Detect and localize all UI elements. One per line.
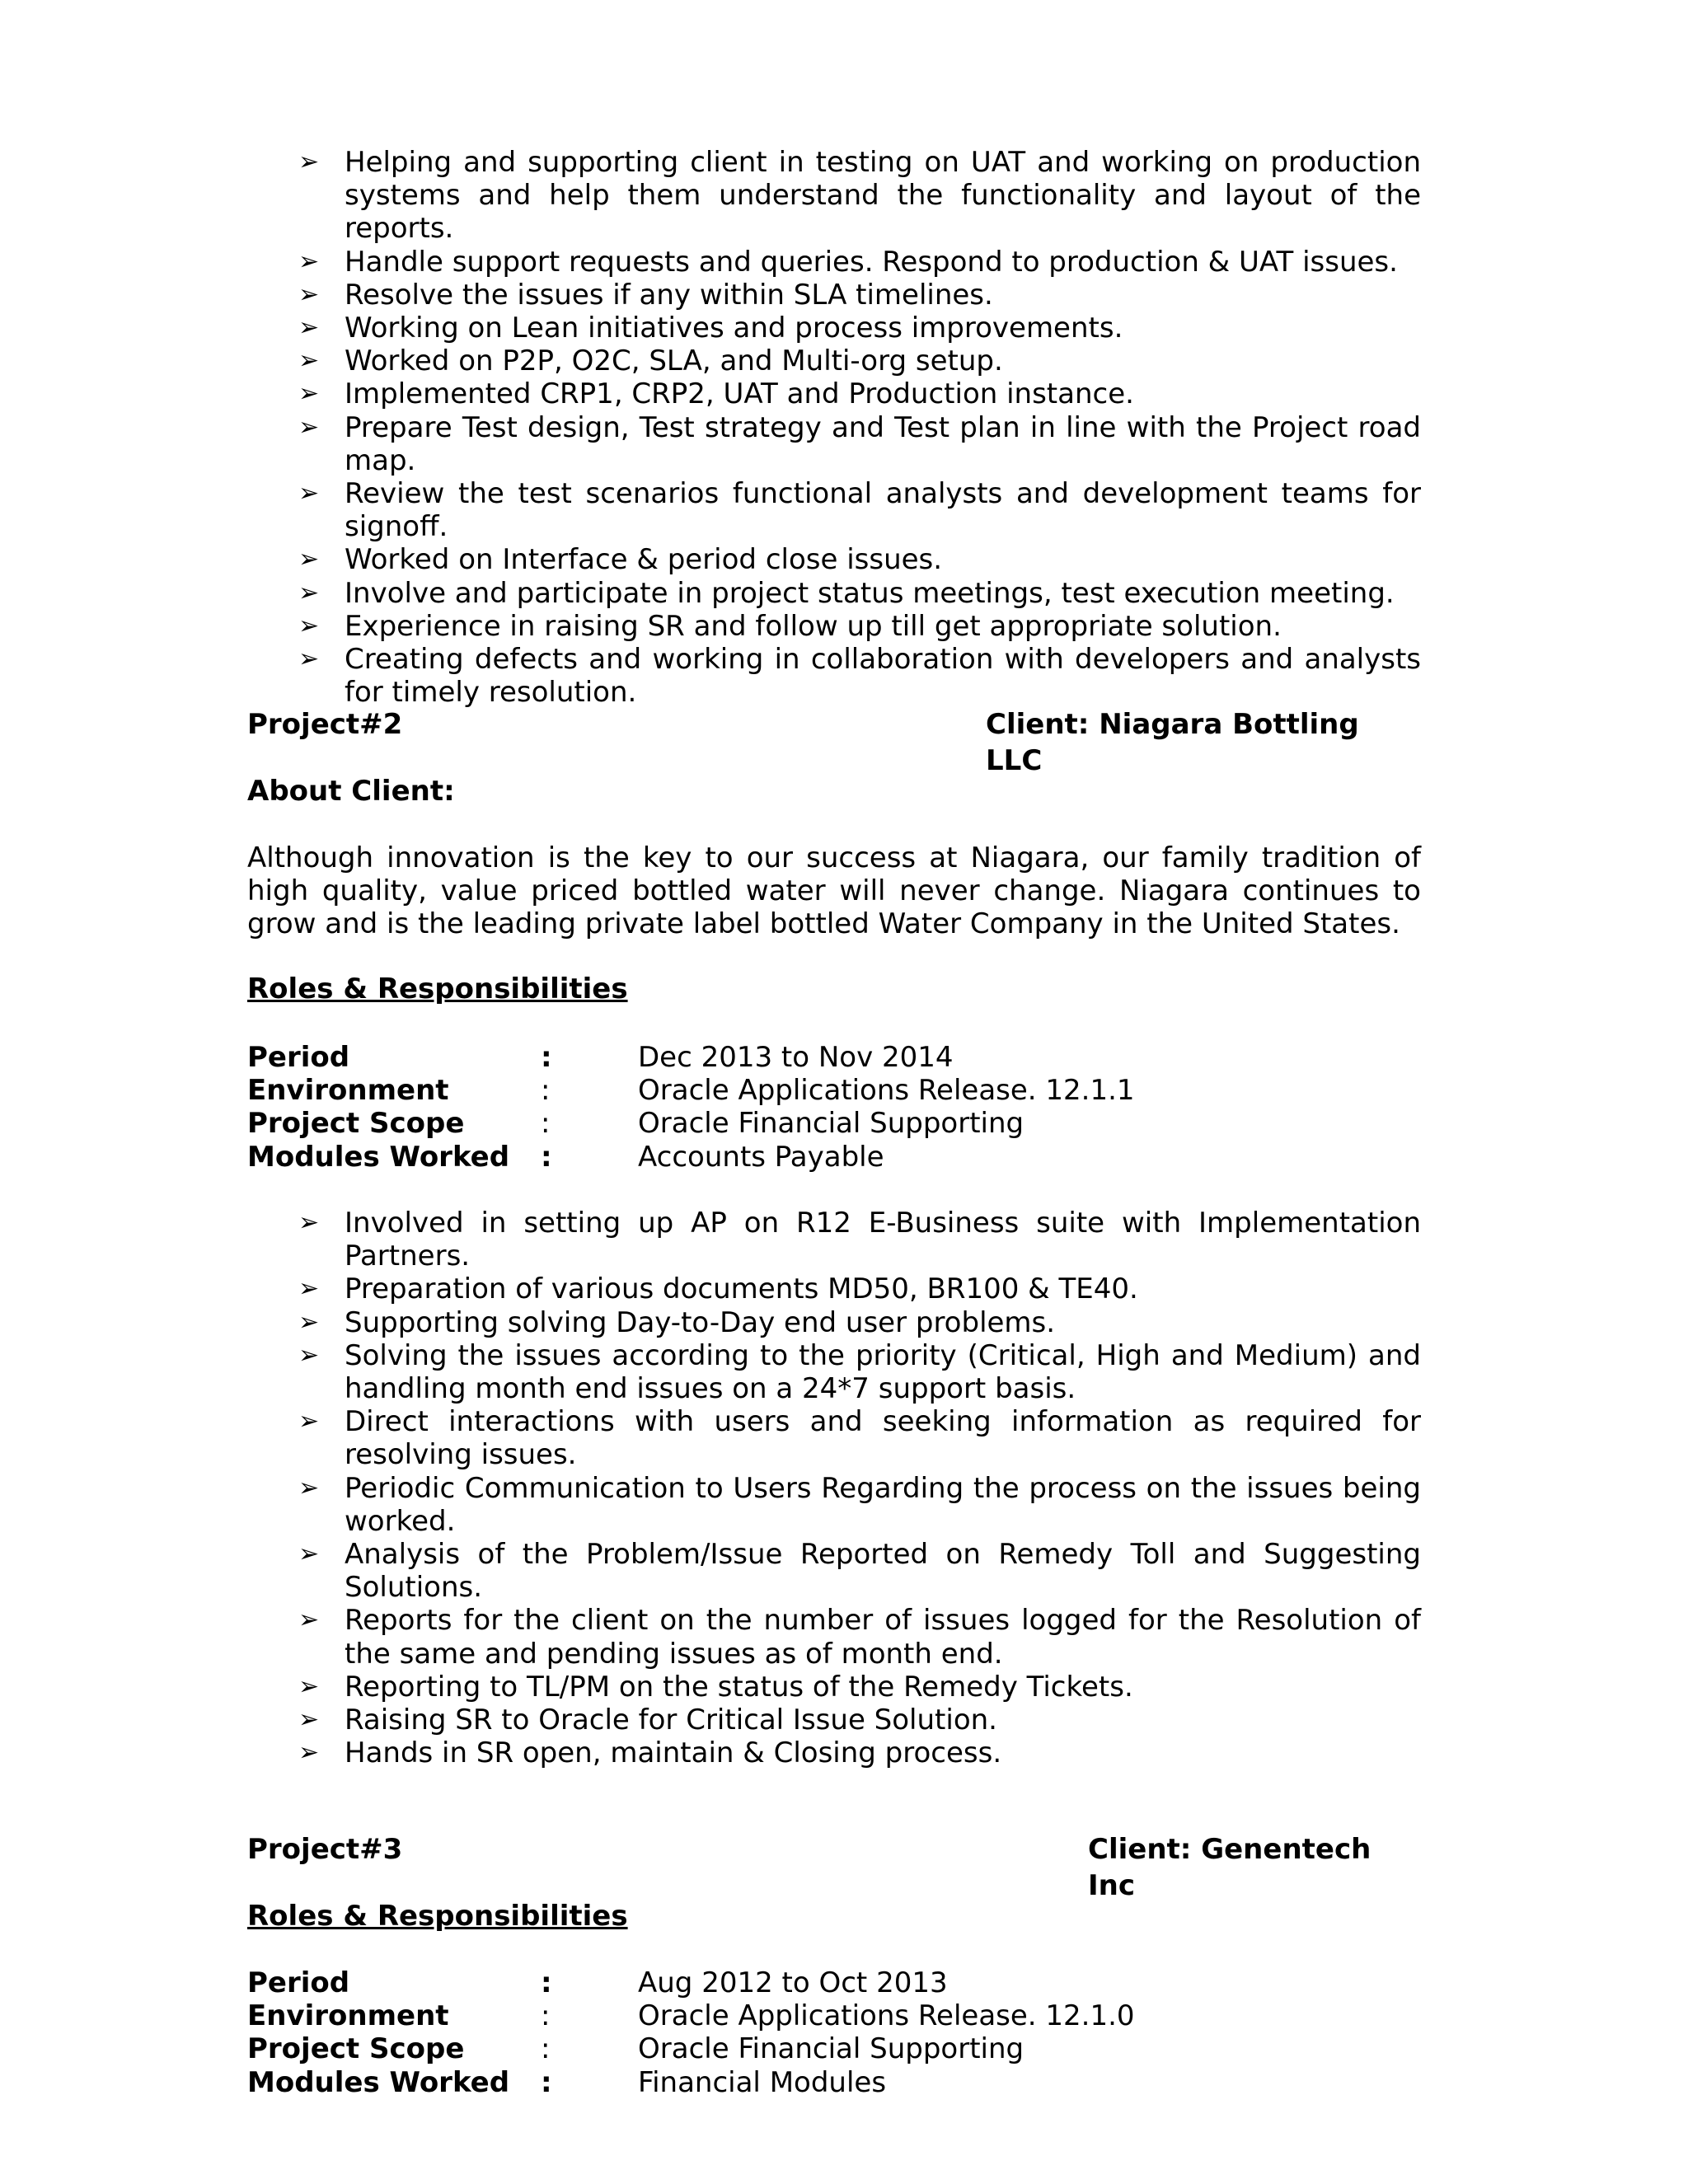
list-item — [298, 146, 1421, 246]
list-item — [298, 1704, 1421, 1736]
bullet-text: Hands in SR open, maintain & Closing process. — [345, 1736, 1002, 1770]
detail-row — [247, 1041, 1236, 1074]
project1-responsibilities-list — [298, 146, 1421, 709]
bullet-text: Review the test scenarios functional analysts and development teams for signoff. — [345, 477, 1421, 544]
arrow-bullet-icon: ➢ — [298, 279, 320, 309]
list-item — [298, 411, 1421, 477]
arrow-bullet-icon: ➢ — [298, 611, 320, 640]
bullet-text: Direct interactions with users and seeking information as required for resolving issues. — [345, 1405, 1421, 1472]
detail-row — [247, 1999, 1236, 2032]
detail-colon: : — [541, 1966, 552, 1999]
about-client-text: Although innovation is the key to our success at Niagara, our family tradition of high quality, value priced bottled water will never change. Niagara continues to grow and is the leading private label bottled Water Company in the United States. — [247, 841, 1421, 941]
detail-key: Modules Worked — [247, 2065, 510, 2099]
detail-value: Dec 2013 to Nov 2014 — [638, 1041, 954, 1074]
arrow-bullet-icon: ➢ — [298, 346, 320, 376]
list-item — [298, 543, 1421, 576]
detail-row — [247, 2066, 1236, 2099]
detail-key: Period — [247, 1966, 350, 1999]
detail-value: Oracle Applications Release. 12.1.0 — [638, 1999, 1135, 2033]
project3-client: Client: Genentech Inc — [1088, 1833, 1372, 1902]
arrow-bullet-icon: ➢ — [298, 1473, 320, 1502]
project2-responsibilities-list — [298, 1207, 1421, 1769]
detail-colon: : — [541, 1041, 552, 1074]
detail-colon: : — [541, 1107, 551, 1141]
detail-colon: : — [541, 1140, 552, 1174]
arrow-bullet-icon: ➢ — [298, 1208, 320, 1237]
project2-label: Project#2 — [247, 708, 403, 741]
bullet-text: Analysis of the Problem/Issue Reported on Remedy Toll and Suggesting Solutions. — [345, 1538, 1421, 1605]
arrow-bullet-icon: ➢ — [298, 1705, 320, 1735]
detail-row — [247, 1107, 1236, 1140]
bullet-text: Worked on Interface & period close issues. — [345, 543, 943, 577]
bullet-text: Implemented CRP1, CRP2, UAT and Production instance. — [345, 377, 1134, 411]
list-item — [298, 577, 1421, 610]
detail-colon: : — [541, 2065, 552, 2099]
detail-row — [247, 1141, 1236, 1174]
arrow-bullet-icon: ➢ — [298, 1671, 320, 1701]
bullet-text: Resolve the issues if any within SLA timelines. — [345, 278, 993, 312]
arrow-bullet-icon: ➢ — [298, 313, 320, 343]
bullet-text: Supporting solving Day-to-Day end user problems. — [345, 1305, 1056, 1339]
bullet-text: Periodic Communication to Users Regarding the process on the issues being worked. — [345, 1471, 1421, 1538]
bullet-text: Involve and participate in project status meetings, test execution meeting. — [345, 576, 1395, 610]
list-item — [298, 312, 1421, 344]
bullet-text: Experience in raising SR and follow up till get appropriate solution. — [345, 609, 1282, 643]
bullet-text: Solving the issues according to the priority (Critical, High and Medium) and handling month end issues on a 24*7 support basis. — [345, 1338, 1421, 1406]
list-item — [298, 643, 1421, 709]
project3-details — [247, 1966, 1236, 2099]
project2-header — [247, 706, 1421, 777]
arrow-bullet-icon: ➢ — [298, 578, 320, 607]
arrow-bullet-icon: ➢ — [298, 1407, 320, 1436]
list-item — [298, 246, 1421, 279]
project2-client: Client: Niagara Bottling LLC — [986, 708, 1359, 777]
arrow-bullet-icon: ➢ — [298, 148, 320, 176]
bullet-text: Worked on P2P, O2C, SLA, and Multi-org setup. — [345, 344, 1003, 378]
detail-row — [247, 2032, 1236, 2065]
arrow-bullet-icon: ➢ — [298, 412, 320, 442]
list-item — [298, 1306, 1421, 1339]
bullet-text: Preparation of various documents MD50, BR100 & TE40. — [345, 1272, 1138, 1306]
list-item — [298, 1538, 1421, 1604]
project2-details — [247, 1041, 1236, 1174]
project3-label: Project#3 — [247, 1833, 403, 1866]
bullet-text: Working on Lean initiatives and process improvements. — [345, 312, 1123, 345]
arrow-bullet-icon: ➢ — [298, 545, 320, 574]
bullet-text: Involved in setting up AP on R12 E-Business suite with Implementation Partners. — [345, 1207, 1421, 1273]
list-item — [298, 377, 1421, 410]
detail-value: Financial Modules — [638, 2065, 887, 2099]
detail-key: Project Scope — [247, 2032, 465, 2066]
bullet-text: Handle support requests and queries. Respond to production & UAT issues. — [345, 245, 1398, 279]
detail-colon: : — [541, 1999, 551, 2033]
detail-colon: : — [541, 1074, 551, 1108]
detail-colon: : — [541, 2032, 551, 2066]
detail-key: Period — [247, 1041, 350, 1074]
bullet-text: Reports for the client on the number of issues logged for the Resolution of the same and pending issues as of month end. — [345, 1604, 1421, 1671]
arrow-bullet-icon: ➢ — [298, 1605, 320, 1635]
about-client-heading: About Client: — [247, 775, 455, 808]
detail-value: Oracle Financial Supporting — [638, 2032, 1025, 2066]
detail-key: Environment — [247, 1074, 449, 1108]
arrow-bullet-icon: ➢ — [298, 1274, 320, 1304]
list-item — [298, 1272, 1421, 1305]
list-item — [298, 610, 1421, 643]
detail-value: Oracle Financial Supporting — [638, 1107, 1025, 1141]
list-item — [298, 1671, 1421, 1704]
arrow-bullet-icon: ➢ — [298, 479, 320, 509]
detail-value: Accounts Payable — [638, 1140, 884, 1174]
bullet-text: Prepare Test design, Test strategy and Test plan in line with the Project road map. — [345, 410, 1421, 477]
list-item — [298, 1207, 1421, 1272]
bullet-text: Creating defects and working in collaboration with developers and analysts for timely resolution. — [345, 643, 1421, 710]
arrow-bullet-icon: ➢ — [298, 1340, 320, 1370]
arrow-bullet-icon: ➢ — [298, 1738, 320, 1768]
bullet-text: Raising SR to Oracle for Critical Issue Solution. — [345, 1704, 997, 1737]
detail-key: Environment — [247, 1999, 449, 2033]
detail-value: Aug 2012 to Oct 2013 — [638, 1966, 948, 1999]
detail-row — [247, 1966, 1236, 1999]
project3-header — [247, 1831, 1421, 1902]
detail-key: Modules Worked — [247, 1140, 510, 1174]
project3-roles-heading: Roles & Responsibilities — [247, 1900, 628, 1933]
detail-row — [247, 1074, 1236, 1107]
arrow-bullet-icon: ➢ — [298, 1307, 320, 1337]
list-item — [298, 1405, 1421, 1471]
detail-value: Oracle Applications Release. 12.1.1 — [638, 1074, 1135, 1108]
list-item — [298, 1604, 1421, 1670]
list-item — [298, 279, 1421, 312]
bullet-text: Helping and supporting client in testing on UAT and working on production systems and help them understand the functionality and layout of the reports. — [345, 146, 1421, 246]
list-item — [298, 1339, 1421, 1405]
list-item — [298, 344, 1421, 377]
arrow-bullet-icon: ➢ — [298, 246, 320, 276]
list-item — [298, 1736, 1421, 1769]
list-item — [298, 1472, 1421, 1538]
list-item — [298, 477, 1421, 543]
arrow-bullet-icon: ➢ — [298, 644, 320, 674]
arrow-bullet-icon: ➢ — [298, 379, 320, 409]
project2-roles-heading: Roles & Responsibilities — [247, 972, 628, 1005]
arrow-bullet-icon: ➢ — [298, 1540, 320, 1569]
detail-key: Project Scope — [247, 1107, 465, 1141]
bullet-text: Reporting to TL/PM on the status of the Remedy Tickets. — [345, 1670, 1133, 1704]
